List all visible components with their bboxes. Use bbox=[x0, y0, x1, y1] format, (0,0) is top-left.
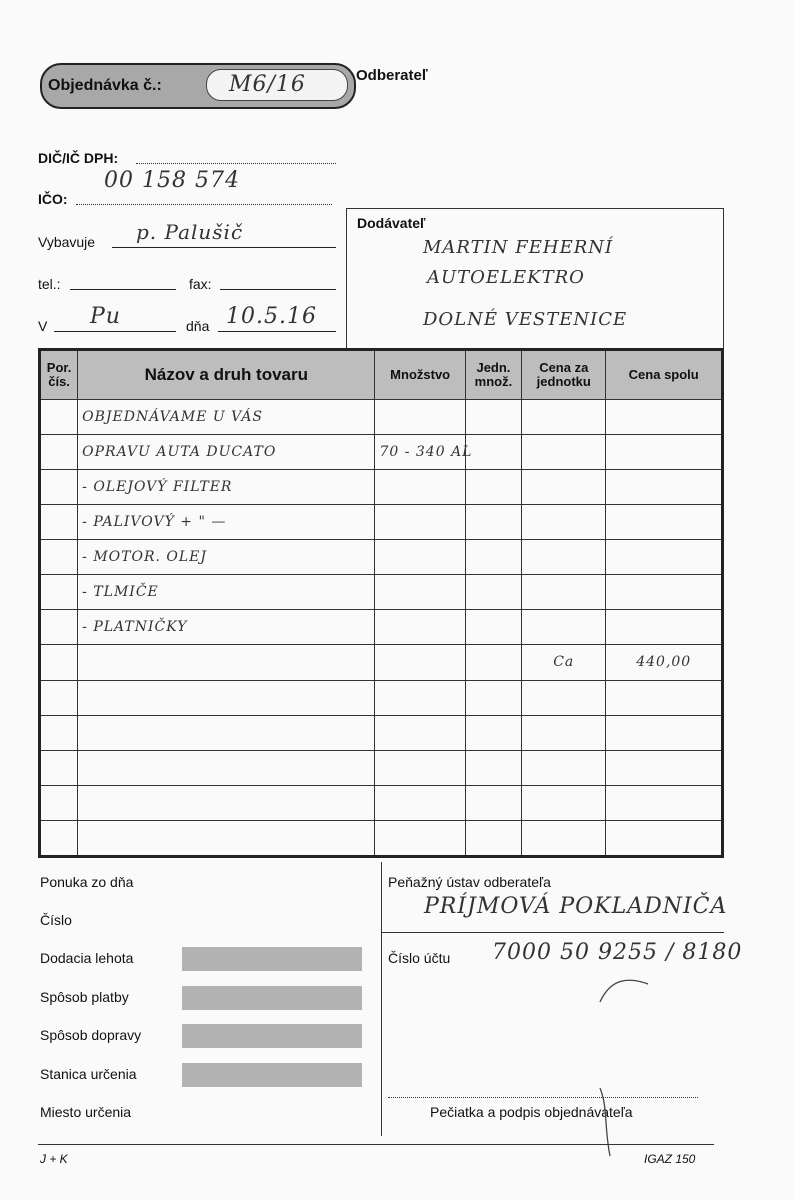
customer-label: Odberateľ bbox=[356, 67, 428, 84]
table-row bbox=[40, 400, 723, 435]
table-row bbox=[40, 575, 723, 610]
cell-total bbox=[606, 785, 723, 820]
cell-unit bbox=[465, 470, 521, 505]
cell-total: 440,00 bbox=[606, 645, 723, 680]
col-header-unit-price: Cena za jednotku bbox=[522, 350, 606, 400]
cell-number bbox=[40, 540, 78, 575]
supplier-label: Dodávateľ bbox=[357, 215, 426, 231]
offer-date-label: Ponuka zo dňa bbox=[40, 874, 134, 890]
ico-field bbox=[76, 204, 332, 205]
handler-value: p. Palušič bbox=[136, 220, 244, 244]
tel-label: tel.: bbox=[38, 276, 61, 292]
cell-quantity bbox=[375, 540, 465, 575]
cell-unit-price bbox=[522, 505, 606, 540]
cell-number bbox=[40, 820, 78, 856]
cell-unit-price bbox=[522, 750, 606, 785]
table-row bbox=[40, 715, 723, 750]
cell-unit bbox=[465, 505, 521, 540]
cell-name: - PALIVOVÝ + " — bbox=[78, 505, 375, 540]
cell-total bbox=[606, 540, 723, 575]
cell-quantity bbox=[375, 820, 465, 856]
supplier-line3: DOLNÉ VESTENICE bbox=[423, 309, 628, 330]
cell-unit-price bbox=[522, 575, 606, 610]
cell-quantity bbox=[375, 785, 465, 820]
stamp-line bbox=[388, 1097, 698, 1098]
cell-name bbox=[78, 750, 375, 785]
tel-field bbox=[70, 289, 176, 290]
cell-unit bbox=[465, 435, 521, 470]
stamp-label: Pečiatka a podpis objednávateľa bbox=[430, 1104, 633, 1120]
cell-total bbox=[606, 400, 723, 435]
cell-unit-price: Ca bbox=[522, 645, 606, 680]
cell-quantity bbox=[375, 750, 465, 785]
date-field bbox=[218, 331, 336, 332]
payment-method-label: Spôsob platby bbox=[40, 989, 129, 1005]
cell-unit bbox=[465, 785, 521, 820]
table-row bbox=[40, 680, 723, 715]
cell-unit bbox=[465, 610, 521, 645]
transport-method-label: Spôsob dopravy bbox=[40, 1027, 142, 1043]
handler-field bbox=[112, 247, 336, 248]
items-table bbox=[38, 348, 724, 858]
cell-unit bbox=[465, 540, 521, 575]
cell-quantity bbox=[375, 645, 465, 680]
table-row bbox=[40, 645, 723, 680]
cell-quantity bbox=[375, 400, 465, 435]
cell-name: - TLMIČE bbox=[78, 575, 375, 610]
ico-label: IČO: bbox=[38, 191, 68, 207]
cell-unit-price bbox=[522, 470, 606, 505]
cell-number bbox=[40, 575, 78, 610]
cell-total bbox=[606, 820, 723, 856]
cell-name: OPRAVU AUTA DUCATO bbox=[78, 435, 375, 470]
cell-unit bbox=[465, 680, 521, 715]
order-number: M6/16 bbox=[229, 72, 306, 97]
cell-quantity bbox=[375, 470, 465, 505]
cell-number bbox=[40, 645, 78, 680]
offer-number-label: Číslo bbox=[40, 912, 72, 928]
footer-line bbox=[38, 1144, 714, 1145]
cell-total bbox=[606, 610, 723, 645]
table-row bbox=[40, 540, 723, 575]
cell-unit-price bbox=[522, 785, 606, 820]
cell-quantity bbox=[375, 680, 465, 715]
cell-name: - PLATNIČKY bbox=[78, 610, 375, 645]
table-row bbox=[40, 820, 723, 856]
cell-unit-price bbox=[522, 680, 606, 715]
bank-label: Peňažný ústav odberateľa bbox=[388, 874, 551, 890]
bottom-divider bbox=[381, 862, 382, 1136]
order-number-box bbox=[40, 63, 356, 109]
cell-number bbox=[40, 435, 78, 470]
cell-number bbox=[40, 785, 78, 820]
table-header-row bbox=[40, 350, 723, 400]
cell-total bbox=[606, 470, 723, 505]
date-value: 10.5.16 bbox=[226, 304, 317, 329]
table-row bbox=[40, 750, 723, 785]
cell-unit bbox=[465, 645, 521, 680]
place-field bbox=[54, 331, 176, 332]
cell-unit bbox=[465, 750, 521, 785]
cell-quantity: 70 - 340 AL bbox=[375, 435, 465, 470]
cell-name bbox=[78, 680, 375, 715]
cell-number bbox=[40, 680, 78, 715]
cell-unit-price bbox=[522, 435, 606, 470]
table-row bbox=[40, 505, 723, 540]
cell-total bbox=[606, 435, 723, 470]
cell-unit-price bbox=[522, 400, 606, 435]
order-number-field bbox=[206, 69, 348, 101]
supplier-line1: MARTIN FEHERNÍ bbox=[423, 237, 614, 258]
cell-total bbox=[606, 750, 723, 785]
col-header-name: Názov a druh tovaru bbox=[78, 350, 375, 400]
cell-quantity bbox=[375, 610, 465, 645]
col-header-unit: Jedn. množ. bbox=[465, 350, 521, 400]
cell-unit bbox=[465, 820, 521, 856]
cell-unit bbox=[465, 575, 521, 610]
fax-label: fax: bbox=[189, 276, 212, 292]
fax-field bbox=[220, 289, 336, 290]
supplier-box bbox=[346, 208, 724, 352]
cell-name bbox=[78, 645, 375, 680]
cell-name bbox=[78, 715, 375, 750]
destination-station-field bbox=[182, 1063, 362, 1087]
signature-stroke bbox=[596, 1086, 622, 1158]
cell-unit bbox=[465, 715, 521, 750]
place-label: V bbox=[38, 318, 48, 334]
destination-place-label: Miesto určenia bbox=[40, 1104, 132, 1120]
cell-total bbox=[606, 680, 723, 715]
cell-unit bbox=[465, 400, 521, 435]
table-row bbox=[40, 785, 723, 820]
transport-method-field bbox=[182, 1024, 362, 1048]
cell-unit-price bbox=[522, 610, 606, 645]
cell-total bbox=[606, 575, 723, 610]
cell-quantity bbox=[375, 715, 465, 750]
place-value: Pu bbox=[90, 304, 121, 329]
cell-name: - OLEJOVÝ FILTER bbox=[78, 470, 375, 505]
ico-value: 00 158 574 bbox=[104, 168, 240, 193]
footer-left: J + K bbox=[40, 1152, 68, 1166]
date-label: dňa bbox=[186, 318, 210, 334]
table-row bbox=[40, 435, 723, 470]
cell-total bbox=[606, 505, 723, 540]
cell-number bbox=[40, 505, 78, 540]
cell-name bbox=[78, 785, 375, 820]
dic-label: DIČ/IČ DPH: bbox=[38, 150, 119, 166]
cell-quantity bbox=[375, 505, 465, 540]
handler-label: Vybavuje bbox=[38, 234, 96, 250]
col-header-total: Cena spolu bbox=[606, 350, 723, 400]
cell-quantity bbox=[375, 575, 465, 610]
account-number-label: Číslo účtu bbox=[388, 950, 451, 966]
cell-number bbox=[40, 400, 78, 435]
footer-right: IGAZ 150 bbox=[644, 1152, 696, 1166]
cell-name bbox=[78, 820, 375, 856]
destination-station-label: Stanica určenia bbox=[40, 1066, 137, 1082]
cell-number bbox=[40, 715, 78, 750]
cell-name: - MOTOR. OLEJ bbox=[78, 540, 375, 575]
cell-total bbox=[606, 715, 723, 750]
bank-value: PRÍJMOVÁ POKLADNIČA bbox=[424, 894, 728, 919]
order-label: Objednávka č.: bbox=[48, 77, 162, 94]
dic-field bbox=[136, 163, 336, 164]
table-row bbox=[40, 470, 723, 505]
col-header-number: Por. čís. bbox=[40, 350, 78, 400]
cell-number bbox=[40, 610, 78, 645]
table-row bbox=[40, 610, 723, 645]
cell-number bbox=[40, 470, 78, 505]
bank-separator bbox=[382, 932, 724, 933]
supplier-line2: AUTOELEKTRO bbox=[427, 267, 585, 288]
delivery-time-label: Dodacia lehota bbox=[40, 950, 134, 966]
cell-unit-price bbox=[522, 715, 606, 750]
delivery-time-field bbox=[182, 947, 362, 971]
cell-unit-price bbox=[522, 540, 606, 575]
cell-unit-price bbox=[522, 820, 606, 856]
signature-mark bbox=[596, 974, 656, 1006]
cell-name: OBJEDNÁVAME U VÁS bbox=[78, 400, 375, 435]
account-number-value: 7000 50 9255 / 8180 bbox=[492, 940, 743, 965]
cell-number bbox=[40, 750, 78, 785]
col-header-quantity: Množstvo bbox=[375, 350, 465, 400]
payment-method-field bbox=[182, 986, 362, 1010]
